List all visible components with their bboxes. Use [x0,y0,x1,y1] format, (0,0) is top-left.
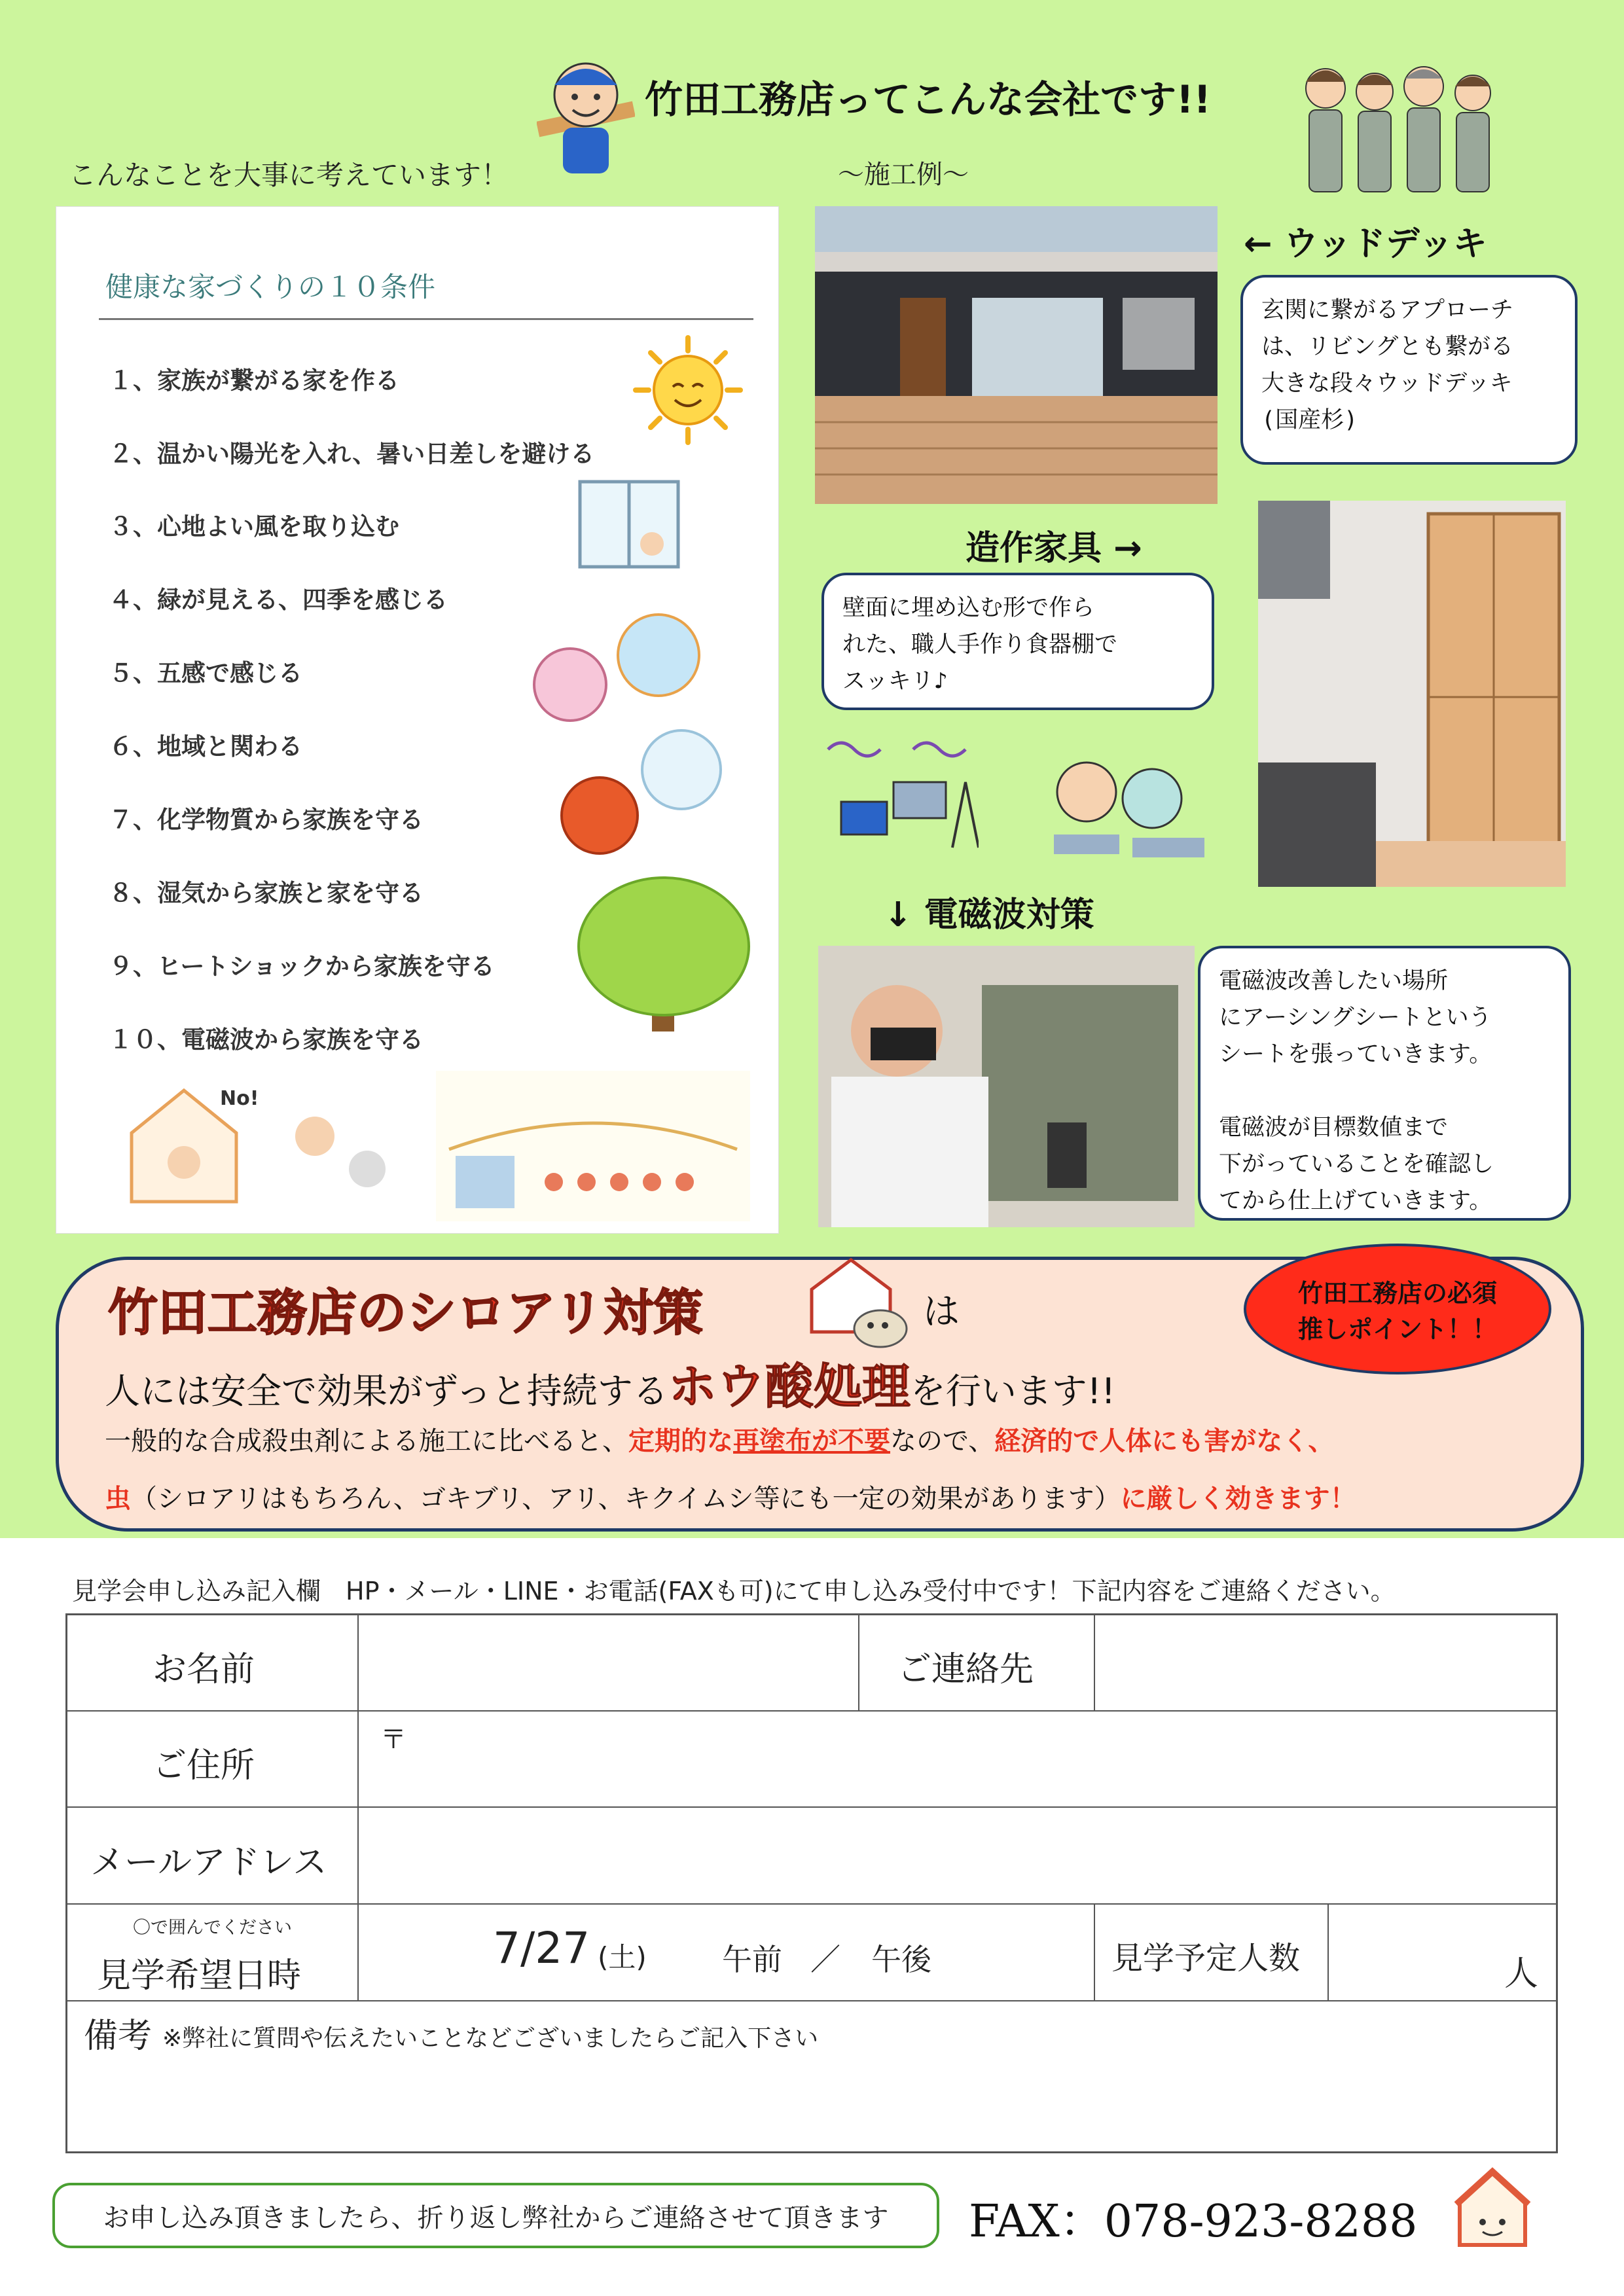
fax-number: FAX：078-923-8288 [969,2196,1418,2248]
col-divider [357,1615,359,2000]
date-weekday: (土) [598,1941,647,1973]
emf-bubble: 電磁波改善したい場所 にアーシングシートという シートを張っていきます。 電磁波が目標数値まで 下がっていることを確認し てから仕上げていきます。 [1198,946,1571,1221]
circle-note: 〇で囲んでください [133,1918,292,1938]
emf-measurement-photo [818,946,1195,1227]
headache-people-icon [1041,730,1218,861]
col-divider [858,1615,859,1710]
text-segment-highlight: 虫 [105,1484,131,1514]
conditions-panel [56,206,779,1234]
row-divider [67,2000,1556,2001]
col-divider [1094,1615,1095,1710]
remarks-label: 備考 [84,2017,153,2056]
house-family-icon [118,1071,426,1208]
house-mascot-icon [1453,2166,1532,2251]
staff-illustration-icon [1299,52,1502,196]
kitchen-cupboard-photo [1258,501,1566,887]
reply-note: お申し込み頂きましたら、折り返し弊社からご連絡させて頂きます [52,2183,939,2248]
termite-headline-post: を行います!! [910,1371,1116,1412]
text-segment-underline: 再塗布が不要 [733,1426,890,1456]
condition-item: １０、電磁波から家族を守る [109,1026,424,1054]
furniture-label: 造作家具 → [965,529,1142,568]
badge-line: 推しポイント！！ [1297,1315,1497,1344]
carpenter-mascot-icon [537,46,635,177]
pm-option[interactable]: 午後 [871,1942,931,1977]
remarks-note: ※弊社に質問や伝えたいことなどございましたらご記入下さい [162,2025,819,2052]
conditions-divider [99,318,753,320]
text-segment-highlight: 経済的で人体にも害がなく、 [994,1426,1335,1456]
badge-line: 竹田工務店の必須 [1297,1279,1497,1308]
termite-particle: は [923,1291,960,1333]
termite-title: 竹田工務店のシロアリ対策 [108,1283,703,1342]
people-label: 見学予定人数 [1111,1940,1301,1977]
text-segment: なので、 [890,1426,995,1456]
wood-deck-label: ← ウッドデッキ [1244,224,1487,264]
form-caption: 見学会申し込み記入欄 HP・メール・LINE・お電話(FAXも可)にて申し込み受付中です！下記内容をご連絡ください。 [72,1577,1396,1605]
row-divider [67,1806,1556,1808]
termite-description-1 [105,1420,1334,1458]
condition-item: ４、緑が見える、四季を感じる [109,586,448,614]
electronics-icon [815,730,979,861]
condition-item: ９、ヒートショックから家族を守る [109,952,495,980]
contact-label: ご連絡先 [897,1650,1034,1689]
condition-item: ６、地域と関わる [109,732,302,761]
town-illustration-icon [436,1071,750,1221]
termite-house-icon [805,1253,910,1352]
works-label: ～施工例～ [838,160,969,190]
must-point-badge [1244,1244,1551,1374]
row-divider [67,1710,1556,1712]
termite-description-2 [105,1478,1356,1515]
address-label: ご住所 [153,1746,255,1785]
conditions-heading: 健康な家づくりの１０条件 [105,271,436,303]
slash-separator: ／ [810,1942,840,1977]
people-unit: 人 [1504,1954,1539,1994]
condition-item: ７、化学物質から家族を守る [109,806,424,834]
condition-item: １、家族が繋がる家を作る [109,367,399,395]
condition-item: ３、心地よい風を取り込む [109,512,399,541]
furniture-bubble: 壁面に埋め込む形で作ら れた、職人手作り食器棚で スッキリ♪ [821,573,1214,710]
autumn-winter-icon [544,724,740,861]
termite-headline-pre: 人には安全で効果がずっと持続する [105,1371,668,1412]
lead-text: こんなことを大事に考えています！ [69,159,509,191]
row-divider [67,1903,1556,1905]
col-divider [1327,1903,1329,2000]
text-segment-highlight: 定期的な [628,1426,733,1456]
boric-acid-treatment: ホウ酸処理 [668,1359,911,1415]
termite-headline [105,1348,1115,1418]
col-divider [1094,1903,1095,2000]
seasons-icon [514,606,737,730]
emf-label: ↓ 電磁波対策 [884,895,1094,935]
wood-deck-bubble: 玄関に繋がるアプローチ は、リビングとも繋がる 大きな段々ウッドデッキ (国産杉) [1240,275,1578,465]
email-label: メールアドレス [90,1843,327,1882]
no-label: No! [220,1087,259,1110]
postal-mark: 〒 [380,1725,406,1755]
sun-icon [632,334,744,446]
text-segment: （シロアリはもちろん、ゴキブリ、アリ、キクイムシ等にも一定の効果があります） [131,1484,1121,1514]
am-option[interactable]: 午前 [722,1942,782,1977]
text-segment-highlight: に厳しく効きます！ [1120,1484,1356,1514]
date-label: 見学希望日時 [97,1956,302,1996]
tree-icon [567,861,763,1038]
wood-deck-photo [815,206,1218,504]
name-label: お名前 [153,1650,255,1689]
window-icon [567,469,691,573]
condition-item: ５、五感で感じる [109,659,302,687]
company-title: 竹田工務店ってこんな会社です!! [645,77,1211,122]
condition-item: ２、温かい陽光を入れ、暑い日差しを避ける [109,440,595,468]
condition-item: ８、湿気から家族と家を守る [109,879,424,907]
text-segment: 一般的な合成殺虫剤による施工に比べると、 [105,1426,628,1456]
date-value: 7/27 [493,1923,590,1973]
application-form [65,1613,1558,2153]
